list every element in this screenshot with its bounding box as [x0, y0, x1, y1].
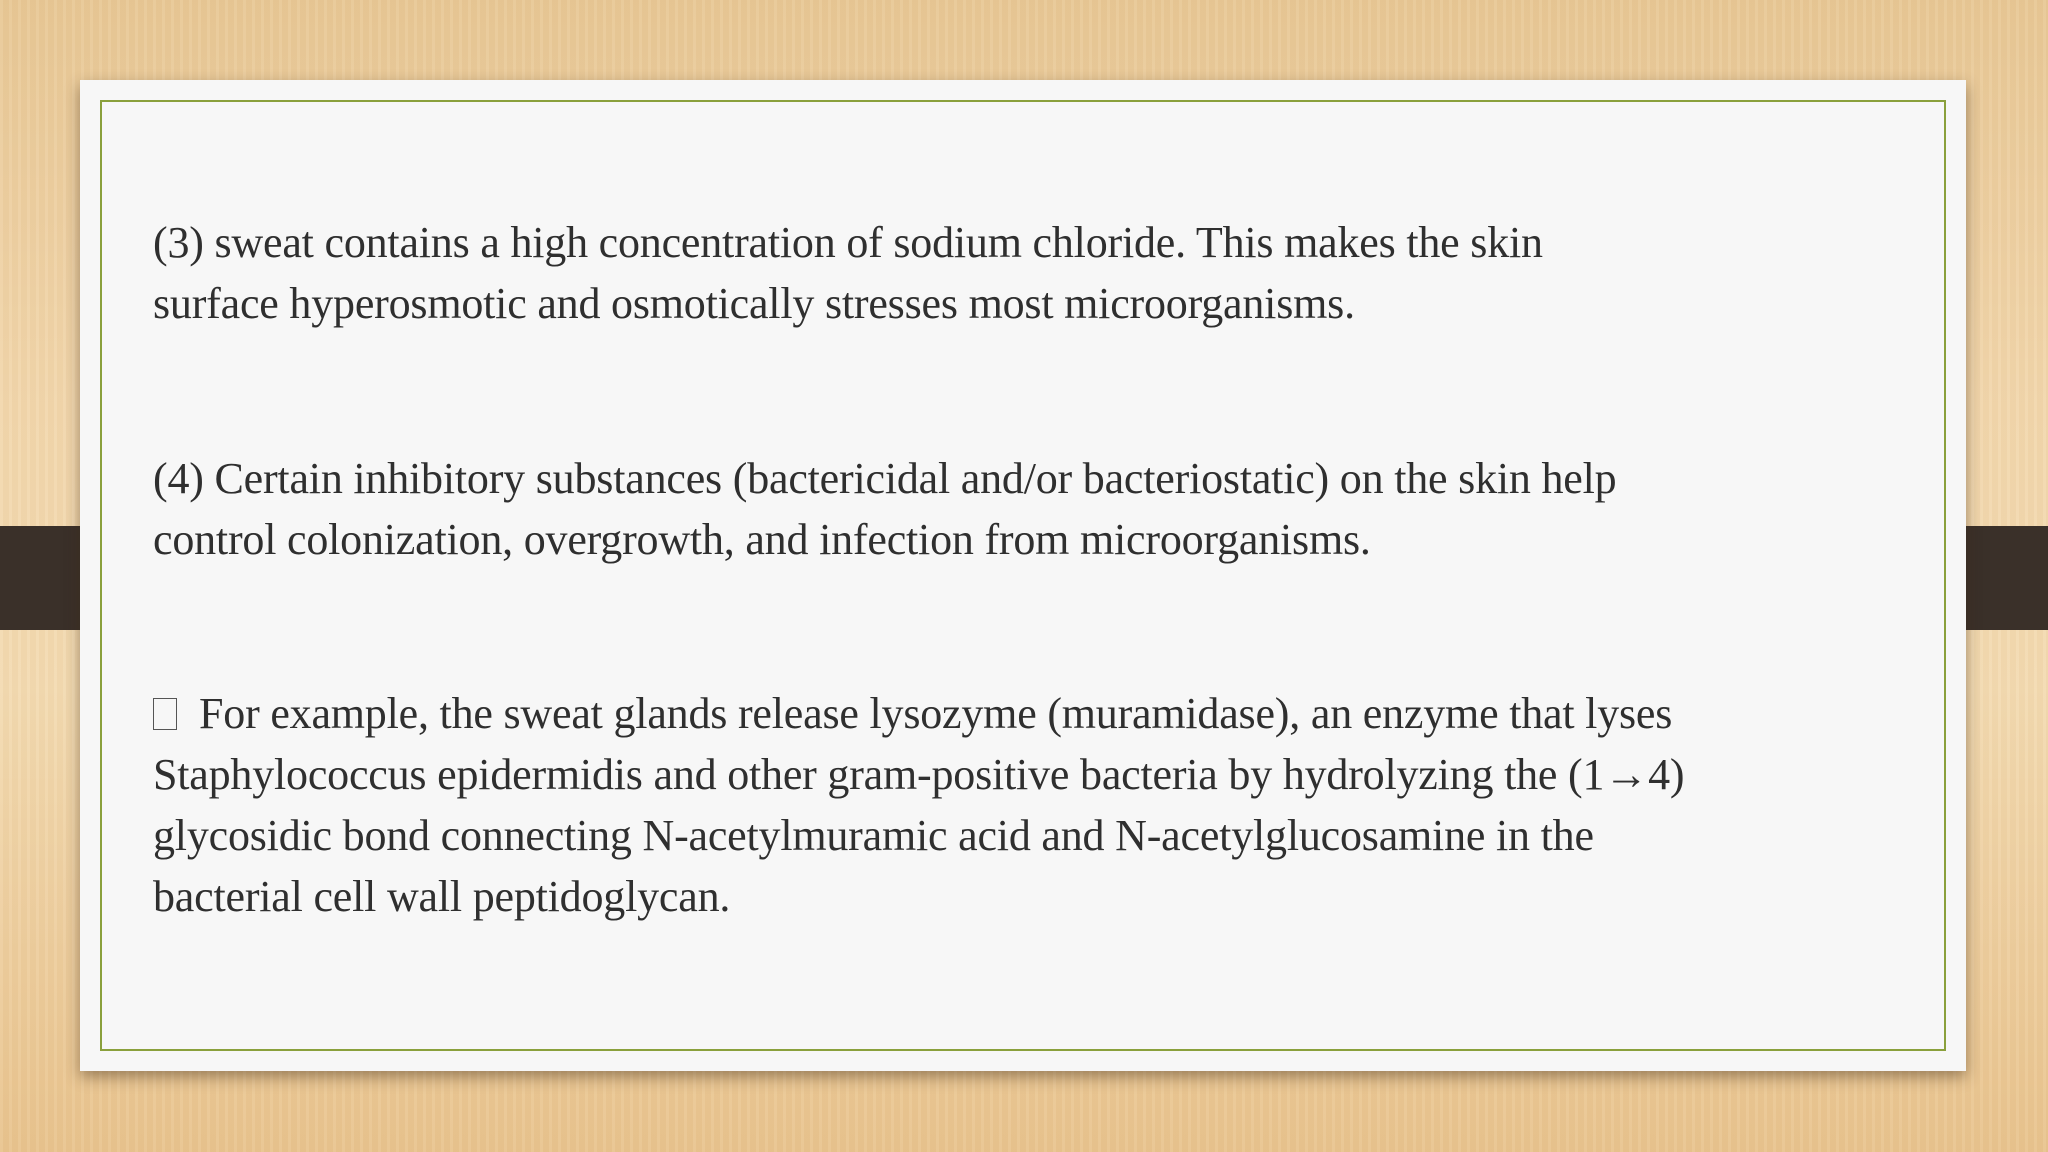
- empty-square-bullet-icon: [153, 698, 177, 730]
- paragraph-line: Staphylococcus epidermidis and other gram-positive bacteria by hydrolyzing the (1→4): [153, 750, 1685, 799]
- paragraph-line-text: For example, the sweat glands release lysozyme (muramidase), an enzyme that lyses: [199, 689, 1673, 738]
- slide-card: [80, 80, 1966, 1071]
- paragraph-lysozyme-example: [153, 683, 1684, 927]
- paragraph-line: surface hyperosmotic and osmotically stresses most microorganisms.: [153, 279, 1355, 328]
- paragraph-line: control colonization, overgrowth, and infection from microorganisms.: [153, 515, 1371, 564]
- paragraph-inhibitory-substances: [153, 448, 1616, 570]
- paragraph-line: glycosidic bond connecting N-acetylmuramic acid and N-acetylglucosamine in the: [153, 811, 1594, 860]
- paragraph-sweat-sodium-chloride: [153, 212, 1543, 334]
- paragraph-line-first: [153, 683, 1684, 744]
- paragraph-line: bacterial cell wall peptidoglycan.: [153, 872, 731, 921]
- paragraph-line: (3) sweat contains a high concentration of sodium chloride. This makes the skin: [153, 218, 1543, 267]
- paragraph-line: (4) Certain inhibitory substances (bactericidal and/or bacteriostatic) on the skin help: [153, 454, 1617, 503]
